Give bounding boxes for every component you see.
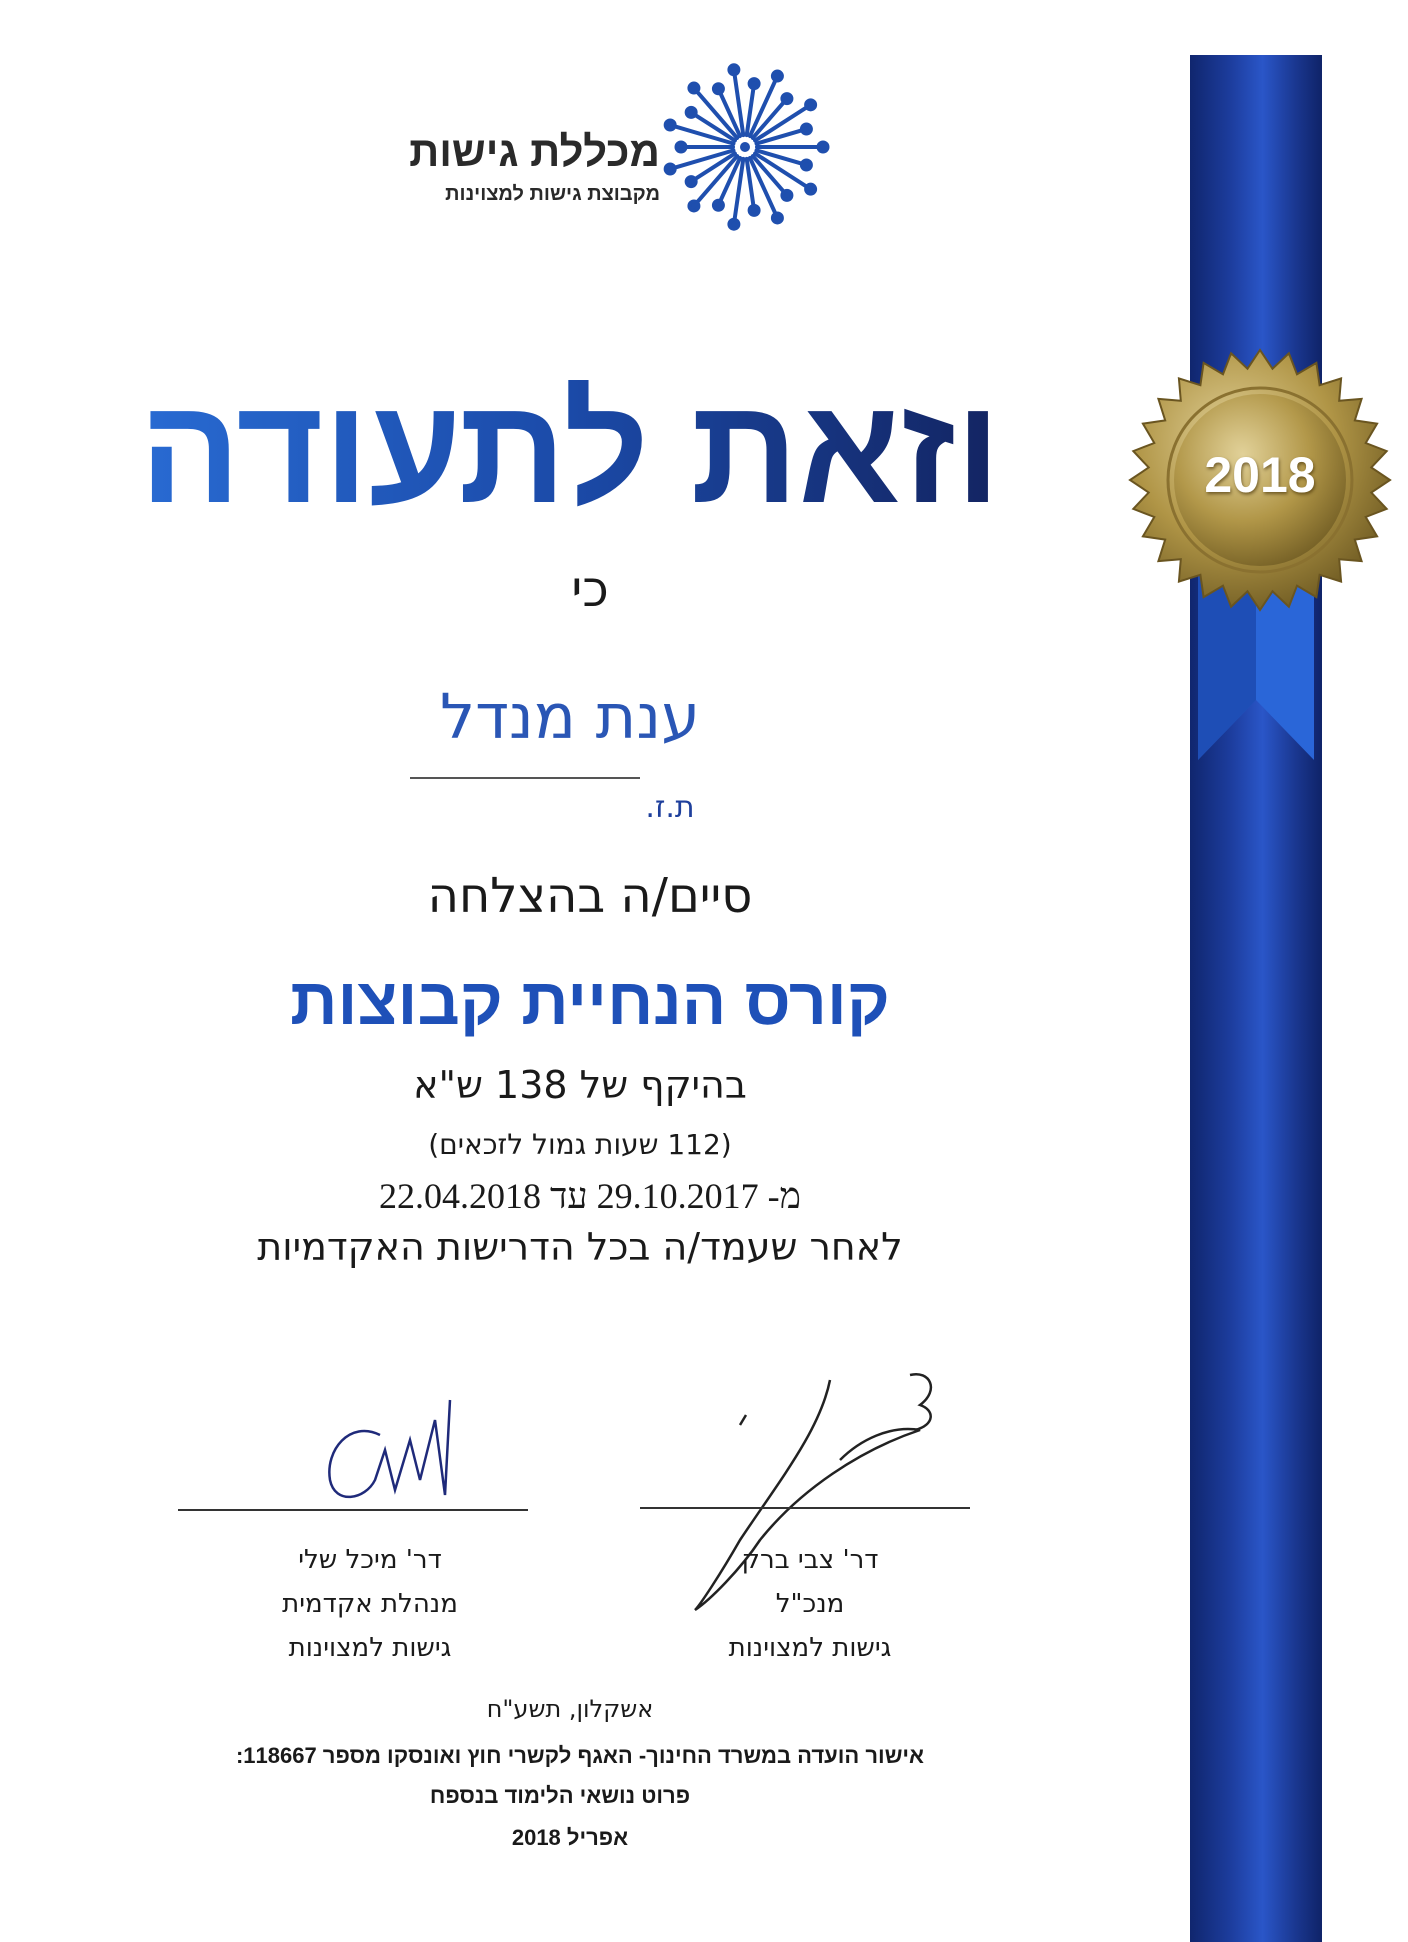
starburst-dot — [714, 84, 723, 93]
id-label: ת.ז. — [645, 790, 695, 825]
credit-hours: (112 שעות גמול לזכאים) — [428, 1128, 732, 1161]
starburst-icon — [660, 62, 830, 232]
starburst-dot — [687, 177, 696, 186]
starburst-dot — [782, 191, 791, 200]
logo-name: מכללת גישות — [409, 128, 660, 175]
starburst-dot — [729, 65, 738, 74]
starburst-dot — [677, 143, 686, 152]
seal-year: 2018 — [1204, 447, 1316, 503]
syllabus-note: פרוט נושאי הלימוד בנספח — [429, 1783, 691, 1808]
starburst-dot — [802, 124, 811, 133]
starburst-dot — [687, 108, 696, 117]
name-underline — [410, 777, 640, 779]
signatory-role: מנהלת אקדמית — [282, 1589, 458, 1619]
signatory-name: דר' מיכל שלי — [298, 1545, 442, 1575]
starburst-dot — [689, 201, 698, 210]
starburst-dot — [782, 94, 791, 103]
starburst-dot — [714, 201, 723, 210]
course-hours: בהיקף של 138 ש"א — [413, 1063, 747, 1107]
starburst-dot — [689, 84, 698, 93]
logo-tagline: מקבוצת גישות למצוינות — [445, 183, 660, 205]
place-date: אשקלון, תשע"ח — [486, 1695, 654, 1723]
signature-line-left — [178, 1509, 528, 1511]
starburst-dot — [666, 121, 675, 130]
issue-date: אפריל 2018 — [511, 1825, 629, 1850]
signatory-org: גישות למצוינות — [728, 1633, 892, 1663]
signatory-left — [220, 1538, 520, 1670]
starburst-dot — [806, 100, 815, 109]
signatory-name: דר' צבי ברק — [741, 1545, 879, 1575]
completed-text: סיים/ה בהצלחה — [427, 868, 753, 924]
signatory-right — [660, 1538, 960, 1670]
course-name: קורס הנחיית קבוצות — [290, 964, 890, 1038]
starburst-dot — [806, 185, 815, 194]
starburst-dot — [750, 206, 759, 215]
starburst-dot — [819, 143, 828, 152]
starburst-dot — [802, 161, 811, 170]
certificate-title: וזאת לתעודה — [80, 365, 1060, 535]
starburst-dot — [773, 72, 782, 81]
starburst-dot — [666, 164, 675, 173]
signatory-role: מנכ"ל — [775, 1589, 845, 1619]
recipient-name: ענת מנדל — [439, 680, 701, 753]
starburst-dot — [773, 213, 782, 222]
starburst-dot — [750, 79, 759, 88]
requirements-text: לאחר שעמד/ה בכל הדרישות האקדמיות — [257, 1225, 903, 1269]
starburst-dot — [729, 220, 738, 229]
approval-text: אישור הועדה במשרד החינוך- האגף לקשרי חוץ ואונסקו מספר 118667: — [235, 1743, 925, 1768]
blue-ribbon — [1190, 55, 1322, 1942]
ki-word: כי — [571, 560, 609, 618]
signature-line-right — [640, 1507, 970, 1509]
signature-left — [310, 1380, 480, 1520]
signatory-org: גישות למצוינות — [288, 1633, 452, 1663]
course-dates: מ- 29.10.2017 עד 22.04.2018 — [378, 1176, 801, 1216]
